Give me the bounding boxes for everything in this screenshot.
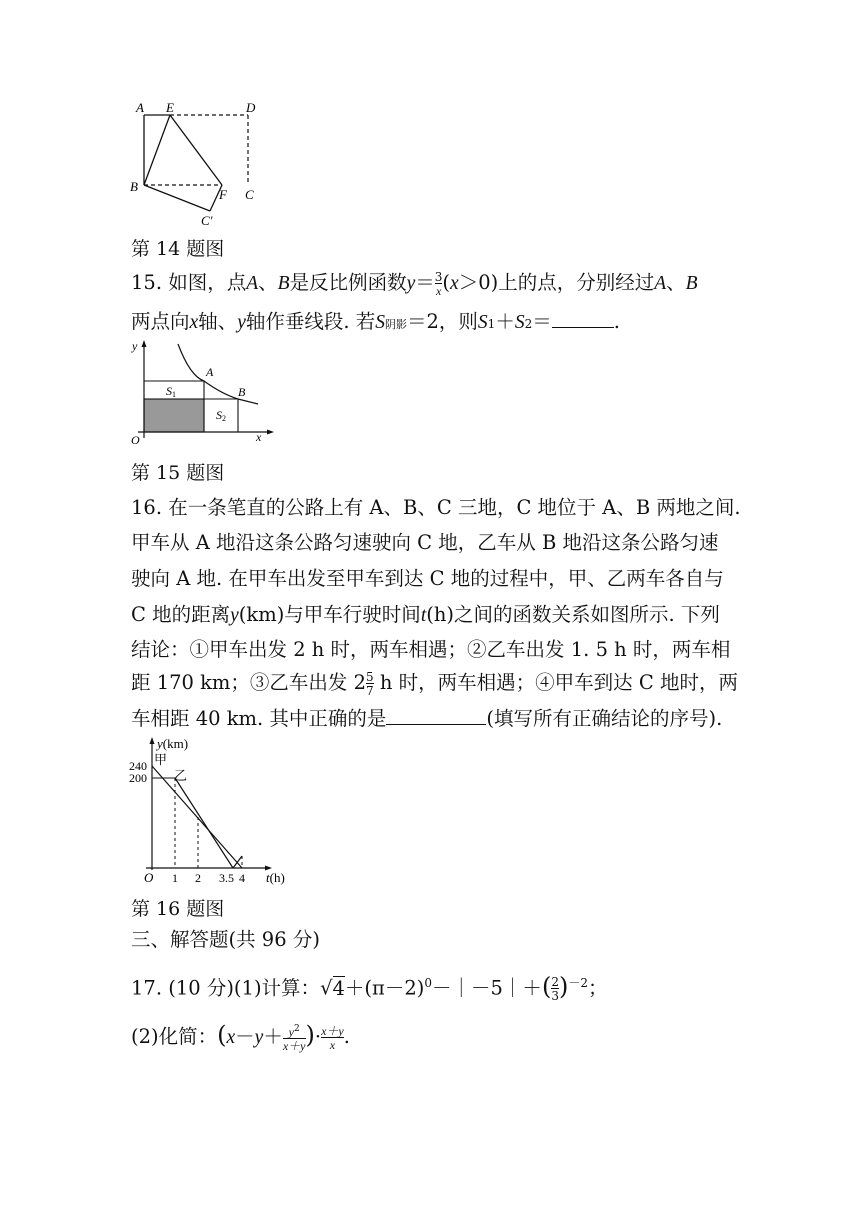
label-s2: S2 <box>216 408 226 423</box>
q17-exp-neg2: －2 <box>568 976 588 990</box>
q17-exp0: 0 <box>424 976 433 990</box>
y-axis-arrow <box>150 737 155 744</box>
q16-l4b: (km)与甲车行驶时间 <box>238 603 421 626</box>
sqrt-sign: √ <box>320 976 333 1000</box>
q16-l7a: 车相距 40 km. 其中正确的是 <box>131 707 387 730</box>
q17-f2-num: x＋y <box>321 1023 344 1038</box>
label-b: B <box>238 385 246 399</box>
section-3-heading: 三、解答题(共 96 分) <box>131 928 320 951</box>
q17-bx: x <box>226 1027 236 1048</box>
edge-bcp <box>144 185 210 211</box>
q15-x: x <box>450 273 459 294</box>
q15-x2: x <box>189 312 199 333</box>
x-tick-2: 2 <box>195 871 201 885</box>
q16-line6 <box>131 670 738 697</box>
q15-line1 <box>131 270 698 297</box>
q17-line2 <box>131 1022 350 1052</box>
q17-dot: · <box>314 1025 322 1048</box>
q15-text1: 如图，点 <box>168 271 247 294</box>
q17-line1 <box>131 970 607 1002</box>
hyperbola-curve <box>178 344 258 404</box>
label-f: F <box>219 187 227 202</box>
q17-frac-num: 2 <box>551 975 559 989</box>
label-o: O <box>131 433 140 447</box>
q16-l4a: C 地的距离 <box>131 603 231 626</box>
q15-y: y <box>406 273 416 294</box>
q16-line2: 甲车从 A 地沿这条公路匀速驶向 C 地，乙车从 B 地沿这条公路匀速 <box>131 531 719 554</box>
figure-16-caption: 第 16 题图 <box>131 898 225 920</box>
q15-s2-sub: 2 <box>524 317 533 331</box>
q17-f2-den: x <box>321 1037 344 1051</box>
edge-be <box>144 115 170 185</box>
q16-frac-den: 7 <box>366 683 374 698</box>
label-c: C <box>245 187 254 202</box>
q16-l6a: 距 170 km；③乙车出发 2 <box>131 671 367 694</box>
figure-15 <box>126 338 276 450</box>
q17-f1-den: x＋y <box>282 1039 306 1053</box>
q15-eq2: ＝ <box>532 310 552 333</box>
series-jia-line <box>152 766 242 868</box>
q17-bp: ＋ <box>263 1025 283 1048</box>
q15-answer-blank[interactable] <box>552 311 614 328</box>
label-e: E <box>166 100 174 115</box>
label-d: D <box>246 100 256 115</box>
q15-s1: S <box>477 312 488 333</box>
q15-shade-sub: 阴影 <box>385 318 407 331</box>
xlabel: t(h) <box>266 870 285 885</box>
q17-a4: ； <box>587 976 608 1000</box>
label-s1: S1 <box>166 384 176 399</box>
q15-l2c: 轴作垂线段. 若 <box>245 310 376 333</box>
q15-s1-sub: 1 <box>487 317 496 331</box>
q17-f1-num: $y^2$ <box>288 1024 300 1039</box>
q16-l7b: (填写所有正确结论的序号). <box>486 707 723 730</box>
q17-by: y <box>254 1027 264 1048</box>
x-axis-arrow <box>267 430 274 435</box>
q15-cond: ＞0)上的点，分别经过 <box>458 271 655 294</box>
figure-16 <box>126 732 296 890</box>
label-yi: 乙 <box>174 768 188 783</box>
q15-sep2: 、 <box>666 271 686 294</box>
y-axis-arrow <box>142 340 147 347</box>
q16-line1: 16. 在一条笔直的公路上有 A、B、C 三地，C 地位于 A、B 两地之间. <box>131 496 741 519</box>
q17-b-rparen: ) <box>305 1021 315 1049</box>
label-c-prime: C′ <box>201 213 213 228</box>
q15-s2: S <box>514 312 525 333</box>
q15-plus: ＋ <box>495 310 515 333</box>
shaded-region <box>144 399 204 432</box>
q15-point-b: B <box>277 273 290 294</box>
q16-l4-t: t <box>420 605 427 626</box>
q16-line3: 驶向 A 地. 在甲车出发至甲车到达 C 地的过程中，甲、乙两车各自与 <box>131 567 724 590</box>
q15-frac-num: 3 <box>434 269 443 284</box>
figure-15-caption: 第 15 题图 <box>131 462 225 484</box>
q17-fraction <box>551 976 559 1002</box>
q15-number: 15. <box>131 271 163 294</box>
q15-end: . <box>613 310 620 333</box>
q17-end: . <box>343 1025 350 1048</box>
q15-l2a: 两点向 <box>131 310 190 333</box>
q17-sqrt-arg: 4 <box>332 976 345 1000</box>
q16-l4c: (h)之间的函数关系如图所示. 下列 <box>426 603 720 626</box>
q17-frac-den: 3 <box>551 989 559 1003</box>
q16-mixed-fraction <box>366 671 374 697</box>
q17-bm: － <box>235 1025 255 1048</box>
q16-answer-blank[interactable] <box>386 708 486 725</box>
q15-l2d: ＝2，则 <box>407 310 478 333</box>
q17-a3: －｜－5｜＋ <box>432 976 542 1000</box>
q17-fraction1 <box>283 1023 306 1052</box>
q15-eq: ＝ <box>415 271 435 294</box>
x-tick-3-5: 3.5 <box>219 871 234 885</box>
q16-line4 <box>131 602 720 629</box>
q17-a1: 17. (10 分)(1)计算： <box>131 976 321 1000</box>
edge-ef <box>170 115 222 185</box>
y-tick-240: 240 <box>129 759 147 773</box>
label-jia: 甲 <box>154 752 168 767</box>
label-a: A <box>206 365 214 379</box>
label-b: B <box>130 179 138 194</box>
q17-a2: ＋(π－2) <box>344 976 425 1000</box>
q17-b-lparen: ( <box>217 1021 227 1049</box>
series-yi-line <box>175 778 233 868</box>
origin-label: O <box>144 870 154 885</box>
q16-line5: 结论：①甲车出发 2 h 时，两车相遇；②乙车出发 1. 5 h 时，两车相 <box>131 638 731 661</box>
q15-s: S <box>375 312 385 333</box>
q15-line2 <box>131 309 620 338</box>
q17-b1: (2)化简： <box>131 1025 218 1048</box>
q15-l2b: 轴、 <box>198 310 238 333</box>
q16-l4-y: y <box>230 605 239 626</box>
ylabel: y(km) <box>157 736 189 751</box>
q17-rparen: ) <box>558 972 569 1001</box>
q17-lparen: ( <box>541 972 552 1001</box>
label-x: x <box>256 430 262 444</box>
label-a: A <box>136 100 144 115</box>
q15-point-a2: A <box>654 273 667 294</box>
q15-point-b2: B <box>685 273 698 294</box>
figure-14-caption: 第 14 题图 <box>131 238 225 260</box>
q17-fraction2 <box>321 1025 344 1051</box>
q15-text2: 是反比例函数 <box>289 271 407 294</box>
figure-14 <box>126 98 262 232</box>
q15-point-a: A <box>246 273 259 294</box>
q15-frac-den: x <box>435 283 442 298</box>
label-y: y <box>132 339 138 353</box>
q16-l6b: h 时，两车相遇；④甲车到达 C 地时，两 <box>373 671 738 694</box>
q15-y2: y <box>237 312 246 333</box>
x-tick-4: 4 <box>239 871 245 885</box>
x-tick-1: 1 <box>172 871 178 885</box>
q15-sep1: 、 <box>258 271 278 294</box>
q16-line7 <box>131 706 722 732</box>
y-tick-200: 200 <box>129 771 147 785</box>
q16-frac-num: 5 <box>366 669 374 684</box>
q15-paren: ( <box>442 271 451 294</box>
